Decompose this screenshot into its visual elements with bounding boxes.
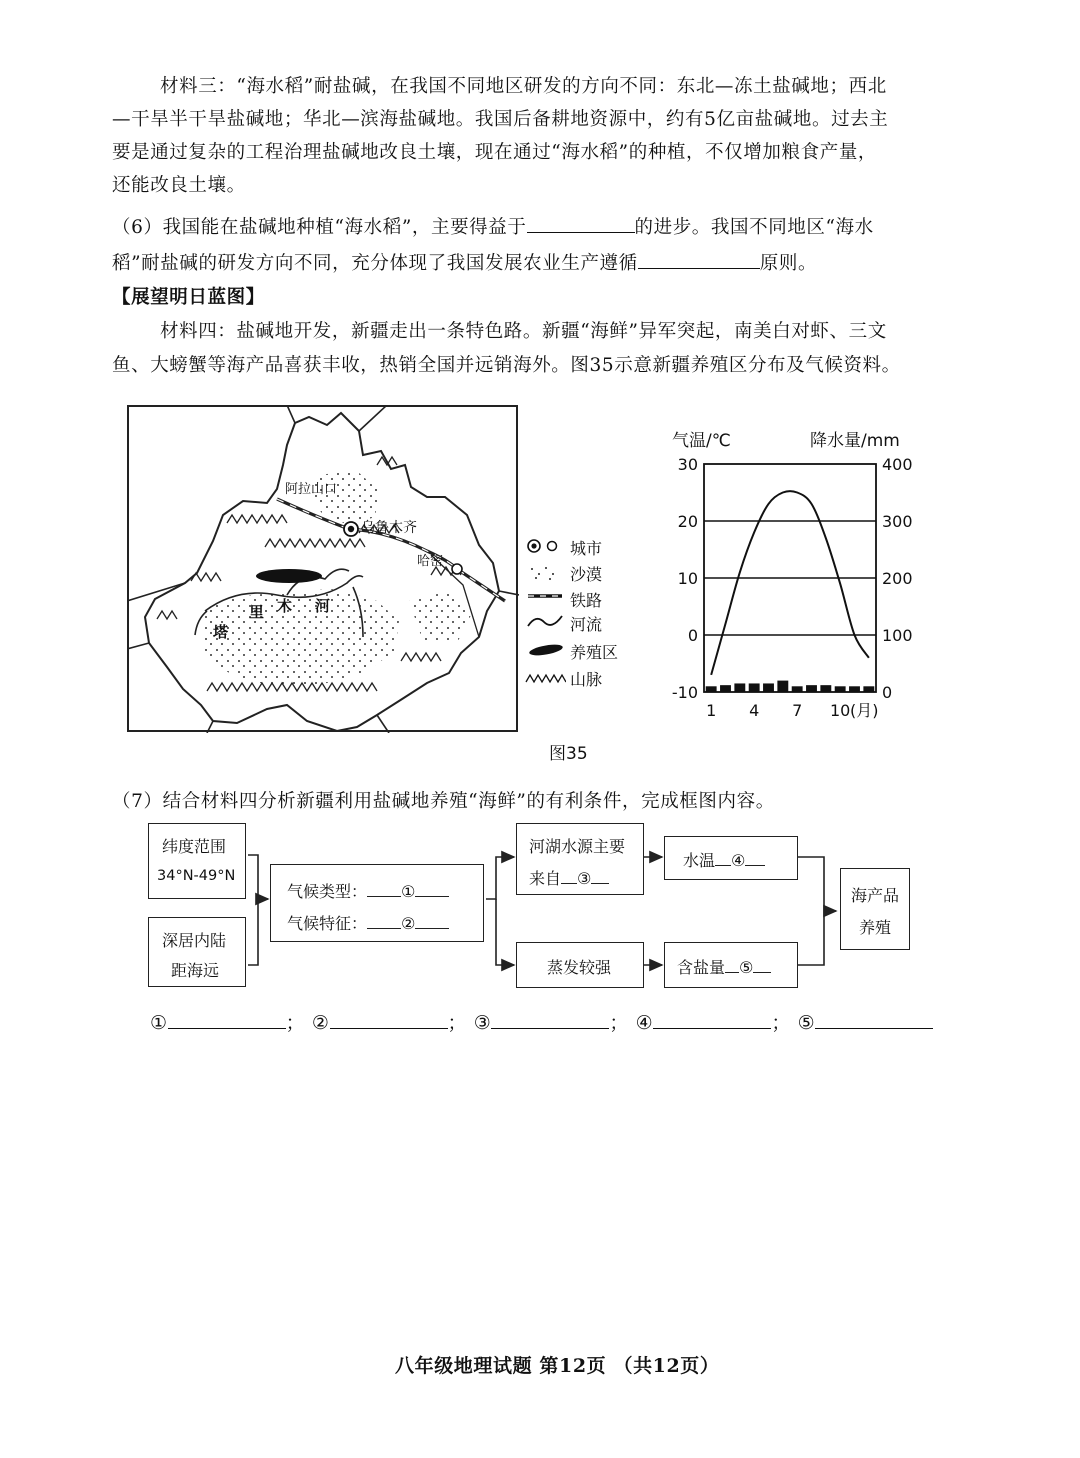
temp-tick-label: 10	[677, 569, 698, 588]
result-line1: 海产品	[851, 886, 900, 905]
answer-marker-4: ④	[635, 1012, 654, 1034]
legend-river: 河流	[570, 615, 603, 634]
water-source-box	[516, 823, 644, 895]
mountain-legend-icon	[526, 675, 566, 682]
precip-tick-label: 400	[882, 455, 913, 474]
hami-label: 哈密	[417, 554, 444, 569]
material4-line2: 鱼、大螃蟹等海产品喜获丰收，热销全国并远销海外。图35示意新疆养殖区分布及气候资料。	[112, 355, 901, 376]
material3-line1: 材料三：“海水稻”耐盐碱，在我国不同地区研发的方向不同：东北—冻土盐碱地；西北	[160, 76, 887, 97]
precip-bar	[820, 685, 831, 692]
answer-separator-1: ；	[285, 1012, 306, 1034]
latitude-range: 34°N-49°N	[157, 868, 236, 884]
marker-4: ④	[731, 851, 746, 870]
river-label-char-2: 里	[249, 603, 265, 621]
desert-legend-icon	[531, 567, 554, 580]
evaporation-box	[516, 942, 644, 988]
precip-tick-label: 300	[882, 512, 913, 531]
water-blank-b	[591, 869, 609, 884]
answer-marker-1: ①	[150, 1012, 168, 1034]
climate-feature-blank-a	[367, 914, 401, 929]
latitude-title: 纬度范围	[162, 837, 227, 856]
climate-type-blank-a	[367, 882, 401, 897]
q6-blank-2[interactable]	[638, 246, 760, 269]
q6-part3: 稻”耐盐碱的研发方向不同，充分体现了我国发展农业生产遵循	[112, 253, 638, 274]
legend-desert: 沙漠	[570, 565, 603, 584]
material4-line1: 材料四：盐碱地开发，新疆走出一条特色路。新疆“海鲜”异军突起，南美白对虾、三文	[160, 321, 887, 342]
answer-blank-2[interactable]	[330, 1006, 448, 1029]
precip-bar	[835, 686, 846, 692]
evaporation-text: 蒸发较强	[547, 958, 612, 977]
salinity-blank-a	[725, 958, 739, 973]
answer-separator-2: ；	[447, 1012, 468, 1034]
material3-line4: 还能改良土壤。	[112, 175, 246, 196]
marker-1: ①	[401, 882, 416, 901]
inland-line1: 深居内陆	[162, 931, 227, 950]
month-axis-label: (月)	[850, 701, 879, 720]
precip-tick-label: 100	[882, 626, 913, 645]
legend-mountain: 山脉	[570, 670, 603, 689]
answer-blank-3[interactable]	[491, 1006, 609, 1029]
precip-bar	[849, 686, 860, 692]
urumqi-marker	[344, 522, 358, 536]
climate-feature-blank-b	[415, 914, 449, 929]
climate-type-label: 气候类型：	[287, 882, 368, 901]
marker-2: ②	[401, 914, 416, 933]
river-label-char-4: 河	[315, 597, 331, 615]
section-title: 【展望明日蓝图】	[112, 287, 265, 308]
answer-separator-4: ；	[771, 1012, 791, 1034]
temp-tick-label: 0	[687, 626, 698, 645]
water-blank-a	[561, 869, 577, 884]
climate-chart	[660, 424, 920, 724]
legend-symbols	[524, 536, 566, 696]
farm-area	[256, 569, 322, 583]
water-temp-blank-a	[715, 851, 731, 866]
answer-blank-4[interactable]	[653, 1006, 771, 1029]
inland-box	[148, 917, 246, 987]
climate-type-row	[287, 879, 449, 902]
precip-bar	[749, 683, 760, 692]
precip-bar	[706, 686, 717, 692]
water-source-line2	[529, 866, 609, 889]
material3-line2: —干旱半干旱盐碱地；华北—滨海盐碱地。我国后备耕地资源中，约有5亿亩盐碱地。过去主	[112, 109, 889, 130]
legend-city: 城市	[570, 539, 603, 558]
water-temp-row	[683, 848, 765, 871]
month-tick-label: 10	[829, 701, 851, 720]
farm-legend-icon	[528, 643, 563, 658]
precip-bar	[792, 686, 803, 692]
climate-feature-label: 气候特征：	[287, 914, 368, 933]
material3-line3: 要是通过复杂的工程治理盐碱地改良土壤，现在通过“海水稻”的种植，不仅增加粮食产量，	[112, 142, 878, 163]
result-line2: 养殖	[859, 918, 892, 937]
salinity-blank-b	[753, 958, 771, 973]
salinity-box	[664, 942, 798, 988]
river-label-char-1: 塔	[213, 623, 229, 641]
result-box	[840, 868, 910, 950]
climate-feature-row	[287, 911, 449, 934]
temp-tick-label: -10	[671, 683, 698, 702]
q6-part2: 的进步。我国不同地区“海水	[634, 217, 874, 238]
precip-axis-title: 降水量/mm	[810, 431, 900, 451]
answer-marker-3: ③	[473, 1012, 492, 1034]
xinjiang-map	[127, 405, 519, 733]
latitude-box	[148, 823, 246, 899]
month-tick-label: 4	[749, 701, 760, 720]
marker-5: ⑤	[739, 958, 754, 977]
water-temp-label: 水温	[683, 851, 716, 870]
precip-bar	[863, 686, 874, 692]
figure-caption: 图35	[549, 744, 588, 764]
question-6-line2	[112, 246, 817, 281]
answer-marker-5: ⑤	[797, 1012, 816, 1034]
temp-axis-title: 气温/℃	[672, 431, 731, 451]
answer-blank-5[interactable]	[815, 1006, 933, 1029]
inland-line2: 距海远	[171, 961, 220, 980]
precip-bar	[734, 683, 745, 692]
answer-blank-1[interactable]	[168, 1006, 286, 1029]
precip-bar	[763, 683, 774, 692]
city-legend-icon	[528, 540, 557, 552]
hami-marker	[452, 564, 462, 574]
marker-3: ③	[577, 869, 592, 888]
temp-tick-label: 20	[677, 512, 698, 531]
alashankou-label: 阿拉山口	[285, 482, 338, 497]
climate-box	[270, 864, 484, 942]
temperature-curve	[711, 491, 869, 675]
precip-tick-label: 200	[882, 569, 913, 588]
salinity-label: 含盐量	[677, 958, 726, 977]
answer-separator-3: ；	[609, 1012, 630, 1034]
legend-railway: 铁路	[570, 591, 603, 610]
q6-blank-1[interactable]	[527, 210, 635, 233]
temp-tick-label: 30	[677, 455, 698, 474]
climate-type-blank-b	[415, 882, 449, 897]
water-temp-blank-b	[745, 851, 765, 866]
water-temp-box	[664, 836, 798, 880]
precip-bar	[777, 681, 788, 692]
urumqi-label: 乌鲁木齐	[361, 520, 417, 536]
question-7: （7）结合材料四分析新疆利用盐碱地养殖“海鲜”的有利条件，完成框图内容。	[112, 791, 775, 812]
question-6-line1	[112, 210, 874, 245]
salinity-row	[677, 955, 771, 978]
river-label-char-3: 木	[277, 597, 293, 615]
month-tick-label: 7	[792, 701, 803, 720]
month-tick-label: 1	[706, 701, 717, 720]
answer-marker-2: ②	[311, 1012, 330, 1034]
precip-tick-label: 0	[882, 683, 893, 702]
legend-farm: 养殖区	[570, 643, 619, 662]
water-source-text: 来自	[529, 869, 562, 888]
q6-part4: 原则。	[759, 253, 818, 274]
page-footer: 八年级地理试题 第12页 （共12页）	[395, 1355, 720, 1377]
river-legend-icon	[528, 616, 562, 626]
precip-bar	[806, 685, 817, 692]
answer-line	[150, 1006, 933, 1040]
precip-bar	[720, 685, 731, 692]
q6-part1: （6）我国能在盐碱地种植“海水稻”，主要得益于	[112, 217, 527, 238]
water-source-line1: 河湖水源主要	[529, 837, 626, 856]
